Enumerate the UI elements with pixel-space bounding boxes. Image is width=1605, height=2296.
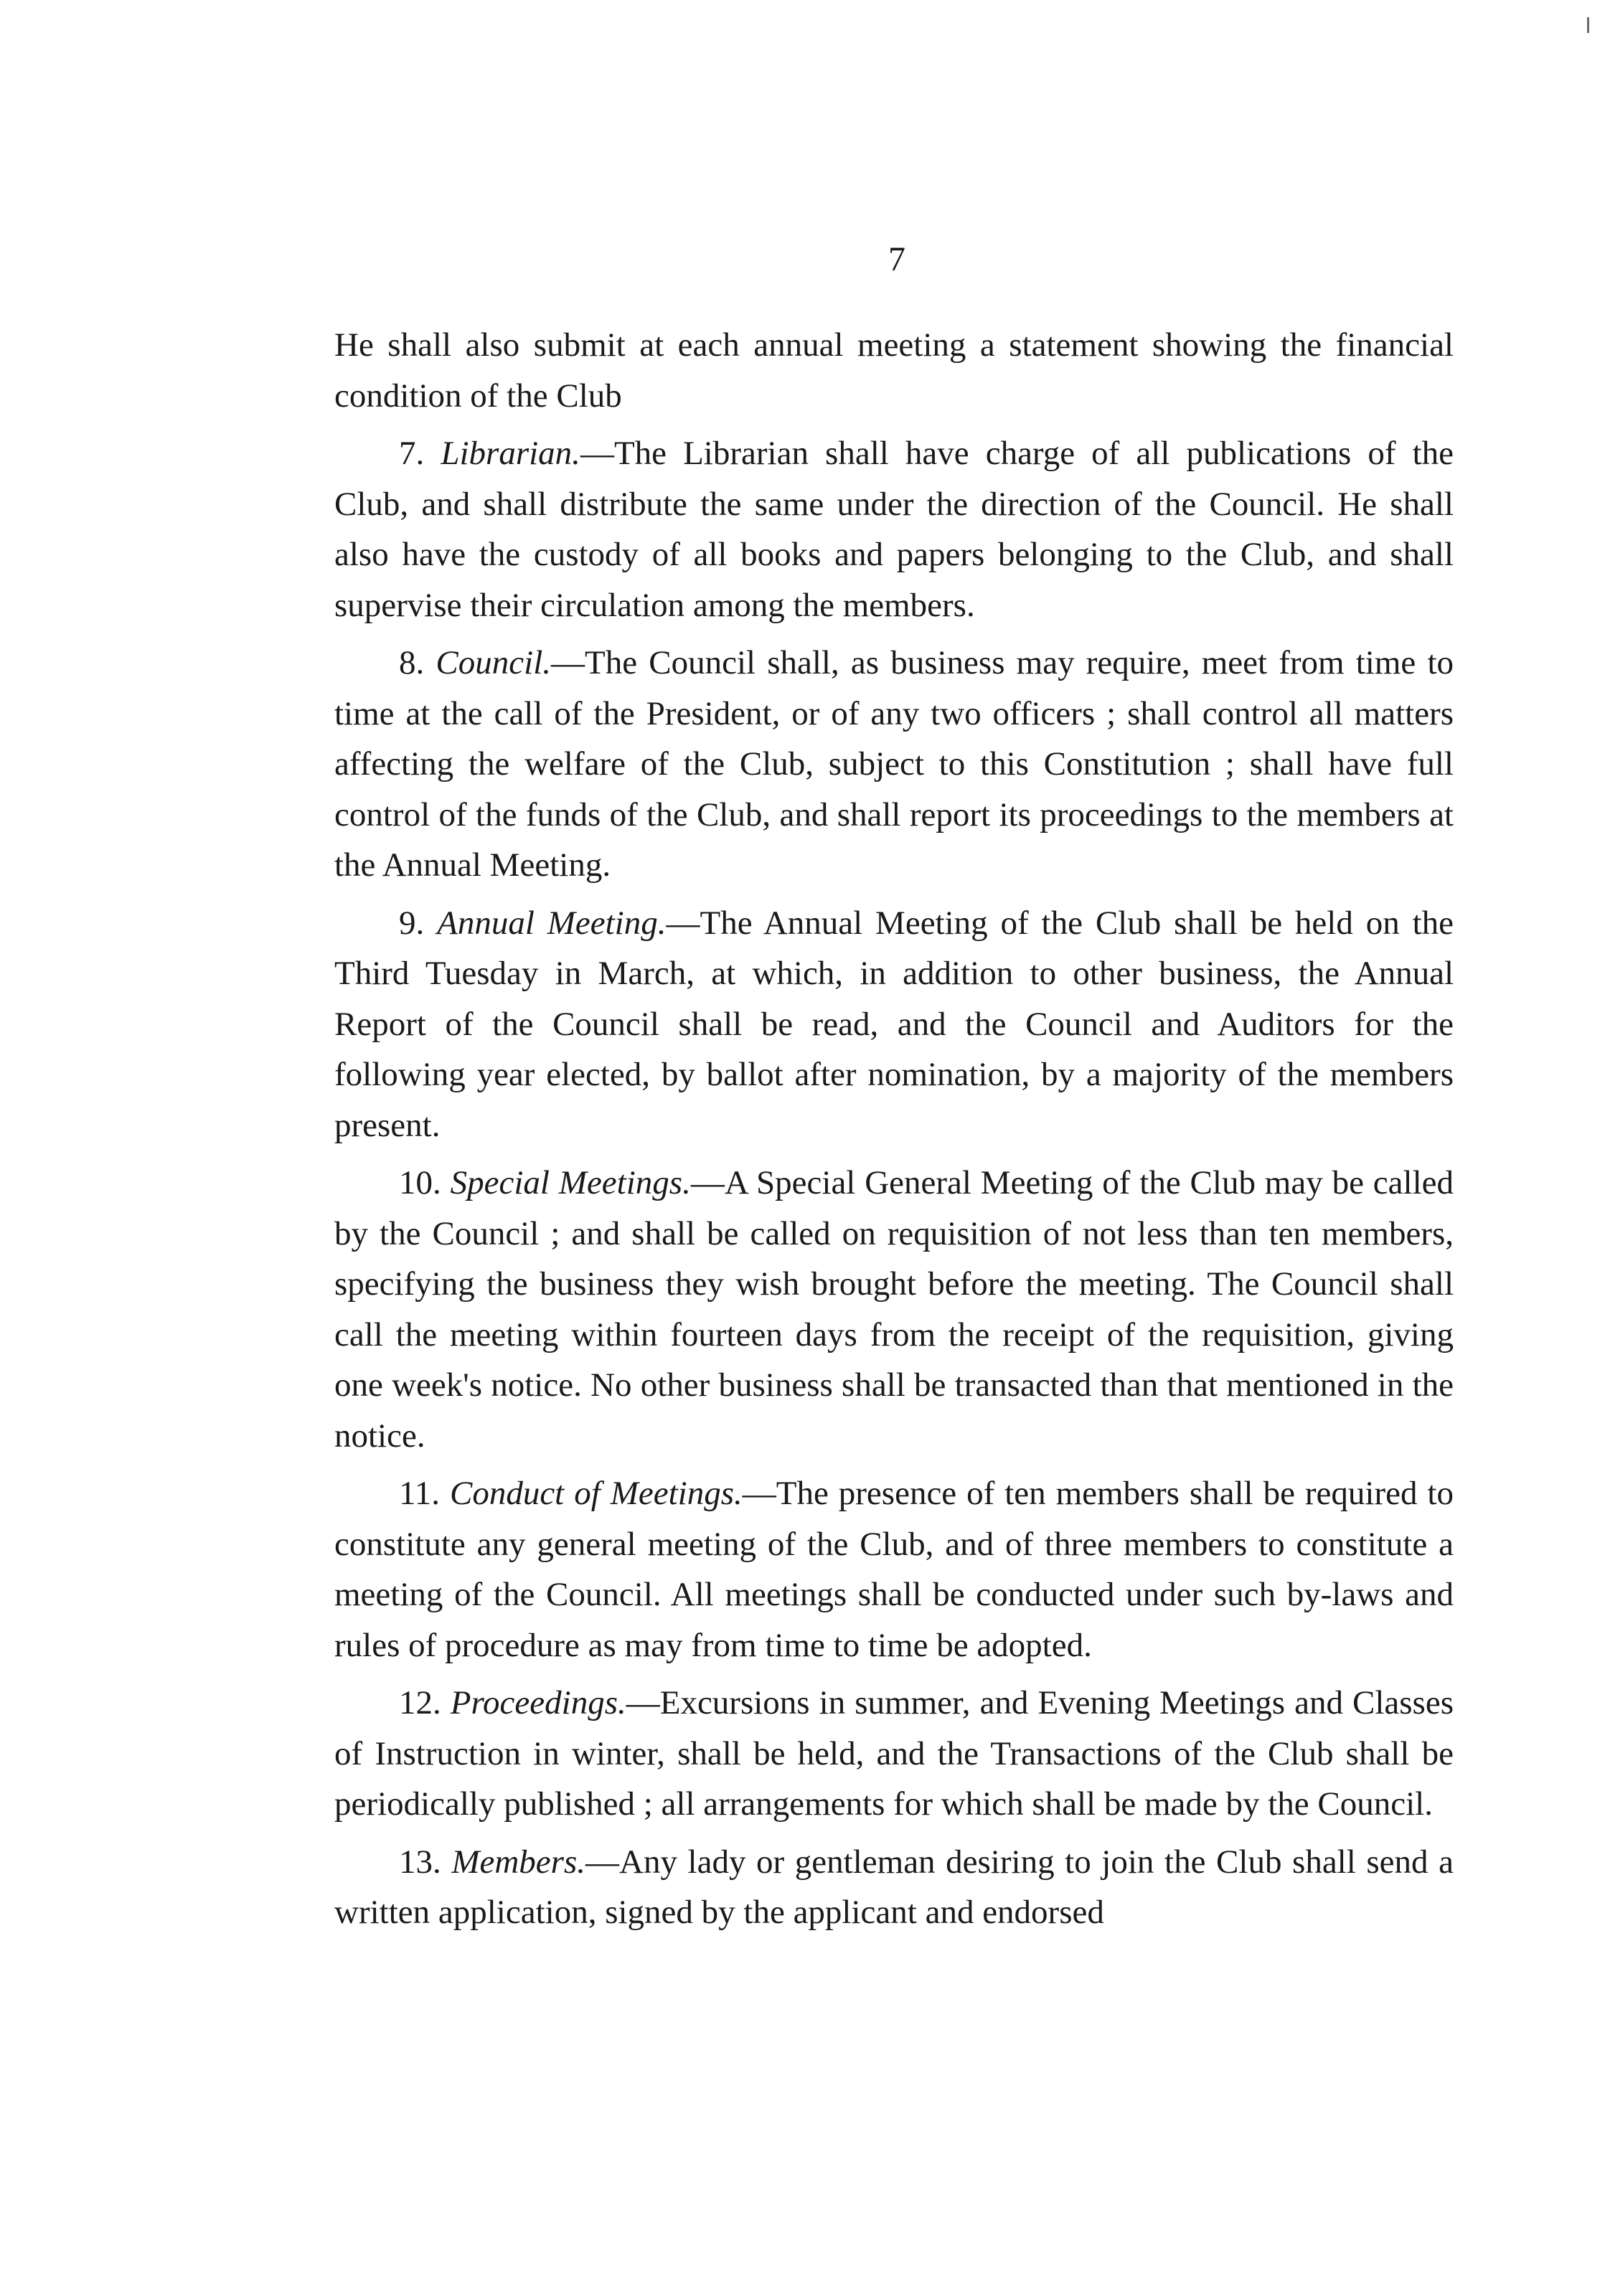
section-number: 8. bbox=[399, 644, 436, 681]
section-heading: Members. bbox=[451, 1843, 585, 1881]
section-number: 12. bbox=[399, 1684, 451, 1721]
section-proceedings bbox=[334, 1678, 1454, 1830]
section-librarian bbox=[334, 428, 1454, 630]
section-body: The Annual Meeting of the Club shall be held on the Third Tuesday in March, at which, in addition to other business, the Annual Report of the Council shall be read, and the Council and Auditors for the following year elected, by ballot after nomination, by a majority of the members present. bbox=[334, 904, 1454, 1144]
section-conduct-of-meetings bbox=[334, 1468, 1454, 1671]
page-number: 7 bbox=[888, 240, 905, 278]
constitution-text bbox=[334, 320, 1454, 1938]
section-special-meetings bbox=[334, 1158, 1454, 1461]
heading-separator: — bbox=[580, 435, 614, 472]
scan-edge-mark bbox=[1587, 17, 1589, 33]
paragraph-body: He shall also submit at each annual meeting a statement showing the financial condition of the Club bbox=[334, 326, 1454, 415]
section-heading: Special Meetings. bbox=[450, 1164, 691, 1201]
heading-separator: — bbox=[742, 1475, 776, 1512]
section-body: A Special General Meeting of the Club may be called by the Council ; and shall be called on requisition of not less than ten members, specifying the business they wish brought before the meeting. The Council shall call the meeting within fourteen days from the receipt of the requisition, giving one week's notice. No other business shall be transacted than that mentioned in the notice. bbox=[334, 1164, 1454, 1455]
section-body: The Librarian shall have charge of all publications of the Club, and shall distribute the same under the direction of the Council. He shall also have the custody of all books and papers belonging to the Club, and shall supervise their circulation among the members. bbox=[334, 435, 1454, 624]
section-heading: Librarian. bbox=[441, 435, 580, 472]
heading-separator: — bbox=[666, 904, 700, 942]
section-number: 11. bbox=[399, 1475, 450, 1512]
section-heading: Conduct of Meetings. bbox=[449, 1475, 743, 1512]
section-annual-meeting bbox=[334, 898, 1454, 1151]
section-number: 10. bbox=[399, 1164, 451, 1201]
section-number: 13. bbox=[399, 1843, 452, 1881]
section-council bbox=[334, 638, 1454, 891]
section-heading: Council. bbox=[436, 644, 551, 681]
section-body: Excursions in summer, and Evening Meetings and Classes of Instruction in winter, shall be held, and the Transactions of the Club shall be periodically published ; all arrangements for which shall be made by the Council. bbox=[334, 1684, 1454, 1823]
heading-separator: — bbox=[626, 1684, 660, 1721]
section-body: Any lady or gentleman desiring to join the Club shall send a written application, signed by the applicant and endorsed bbox=[334, 1843, 1454, 1931]
section-body: The Council shall, as business may require, meet from time to time at the call of the President, or of any two officers ; shall control all matters affecting the welfare of the Club, subject to this Constitution ; shall have full control of the funds of the Club, and shall report its proceedings to the members at the Annual Meeting. bbox=[334, 644, 1454, 884]
section-body: The presence of ten members shall be required to constitute any general meeting of the Club, and of three members to constitute a meeting of the Council. All meetings shall be conducted under such by-laws and rules of procedure as may from time to time be adopted. bbox=[334, 1475, 1454, 1664]
section-heading: Proceedings. bbox=[450, 1684, 626, 1721]
heading-separator: — bbox=[690, 1164, 725, 1201]
heading-separator: — bbox=[585, 1843, 619, 1881]
section-number: 9. bbox=[399, 904, 438, 942]
heading-separator: — bbox=[551, 644, 585, 681]
paragraph-continuation bbox=[334, 320, 1454, 421]
section-heading: Annual Meeting. bbox=[437, 904, 667, 942]
section-number: 7. bbox=[399, 435, 441, 472]
section-members bbox=[334, 1837, 1454, 1938]
